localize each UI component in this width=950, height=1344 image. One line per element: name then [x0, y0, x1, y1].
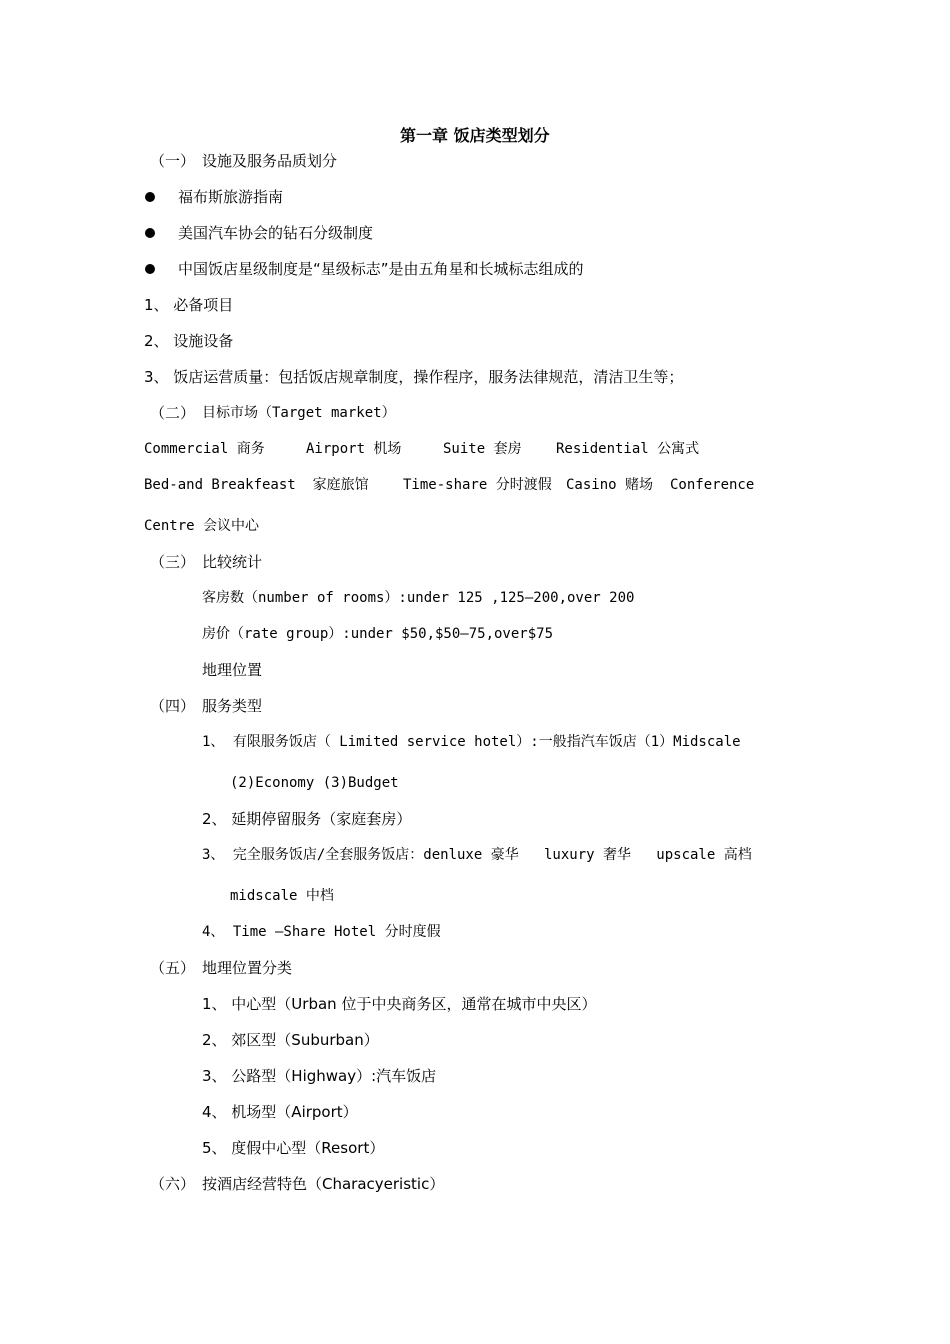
bullet-item: 中国饭店星级制度是“星级标志”是由五角星和长城标志组成的 — [178, 260, 584, 278]
service-item-cont: midscale 中档 — [230, 888, 334, 904]
service-item-cont: (2)Economy (3)Budget — [230, 775, 399, 791]
market-term: Commercial 商务 — [144, 441, 265, 457]
section-2-number: （二） — [150, 404, 196, 422]
market-term: Conference — [670, 477, 755, 493]
bullet-icon — [145, 228, 155, 238]
section-6-heading: 按酒店经营特色（Characyeristic） — [202, 1175, 445, 1193]
stat-line: 客房数（number of rooms）:under 125 ,125—200,over 200 — [202, 590, 635, 606]
market-term: Time-share 分时渡假 — [403, 477, 552, 493]
location-item: 3、 公路型（Highway）:汽车饭店 — [202, 1067, 437, 1085]
market-term: Suite 套房 — [443, 441, 522, 457]
stat-line: 地理位置 — [202, 661, 263, 679]
section-5-heading: 地理位置分类 — [202, 959, 293, 977]
bullet-icon — [145, 192, 155, 202]
service-item: 4、 Time –Share Hotel 分时度假 — [202, 924, 441, 940]
bullet-icon — [145, 264, 155, 274]
numbered-item: 1、 必备项目 — [144, 296, 234, 314]
section-3-heading: 比较统计 — [202, 553, 263, 571]
location-item: 2、 郊区型（Suburban） — [202, 1031, 379, 1049]
service-item: 2、 延期停留服务（家庭套房） — [202, 810, 412, 828]
location-item: 1、 中心型（Urban 位于中央商务区，通常在城市中央区） — [202, 995, 597, 1013]
market-term: Airport 机场 — [306, 441, 402, 457]
location-item: 5、 度假中心型（Resort） — [202, 1139, 385, 1157]
section-2-heading: 目标市场（Target market） — [202, 405, 396, 421]
bullet-item: 福布斯旅游指南 — [178, 188, 284, 206]
numbered-item: 3、 饭店运营质量：包括饭店规章制度，操作程序，服务法律规范，清洁卫生等； — [144, 368, 684, 386]
market-term: Centre 会议中心 — [144, 518, 260, 534]
market-term: Casino 赌场 — [566, 477, 654, 493]
section-4-number: （四） — [150, 697, 196, 715]
service-item: 1、 有限服务饭店（ Limited service hotel）:一般指汽车饭店（1）Midscale — [202, 734, 741, 750]
numbered-item: 2、 设施设备 — [144, 332, 234, 350]
section-5-number: （五） — [150, 959, 196, 977]
market-term: Residential 公寓式 — [556, 441, 700, 457]
section-4-heading: 服务类型 — [202, 697, 263, 715]
section-1-number: （一） — [150, 152, 196, 170]
stat-line: 房价（rate group）:under $50,$50—75,over$75 — [202, 626, 554, 642]
service-item: 3、 完全服务饭店/全套服务饭店：denluxe 豪华 luxury 奢华 upscale 高档 — [202, 847, 752, 863]
bullet-item: 美国汽车协会的钻石分级制度 — [178, 224, 374, 242]
section-1-heading: 设施及服务品质划分 — [202, 152, 338, 170]
market-term: Bed-and Breakfeast 家庭旅馆 — [144, 477, 369, 493]
section-6-number: （六） — [150, 1175, 196, 1193]
chapter-title: 第一章 饭店类型划分 — [400, 126, 550, 145]
location-item: 4、 机场型（Airport） — [202, 1103, 358, 1121]
section-3-number: （三） — [150, 553, 196, 571]
